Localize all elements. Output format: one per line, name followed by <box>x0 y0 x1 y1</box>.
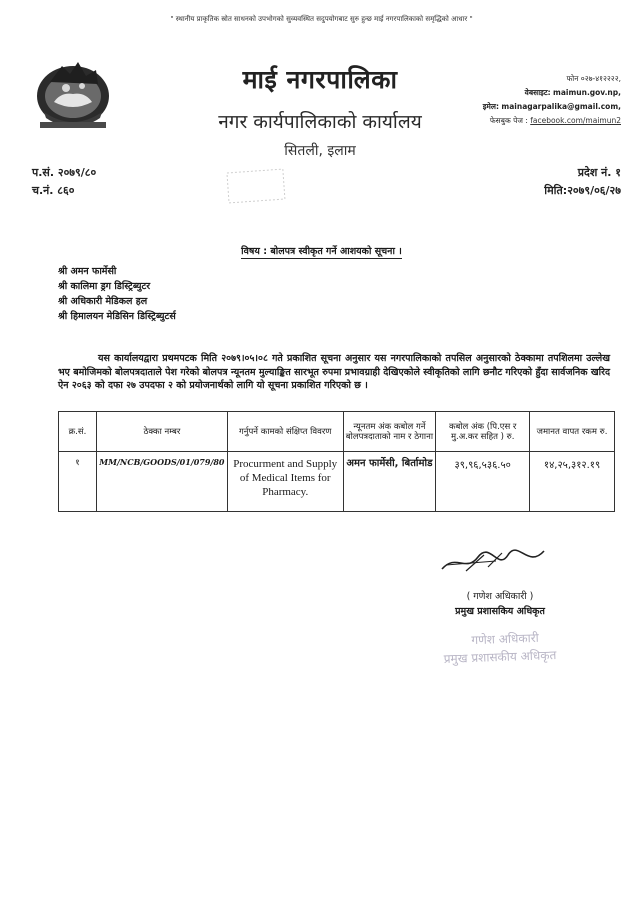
header-description: गर्नुपर्ने कामको संक्षिप्त विवरण <box>227 412 343 452</box>
table-header-row <box>59 412 615 452</box>
contact-phone <box>567 74 621 84</box>
cell-bid-amount: ३९,९६,५३६.५० <box>436 452 530 512</box>
contact-website <box>525 88 621 98</box>
award-table <box>58 411 615 512</box>
signatory-position: प्रमुख प्रशासकिय अधिकृत <box>455 606 545 617</box>
recipient-item: श्री अमन फार्मेसी <box>58 266 117 277</box>
motto: " स्थानीय प्राकृतिक स्रोत साधनको उपभोगको सुव्यवस्थित सदुपयोगबाट सुरु हुन्छ माई नगरपालिकाको समृद्धिको आधार " <box>170 15 473 23</box>
facebook-link[interactable]: facebook.com/maimun2 <box>530 116 621 125</box>
header-sn: क्र.सं. <box>59 412 97 452</box>
table-row <box>59 452 615 512</box>
header-security-amount: जमानत वापत रकम रु. <box>530 412 615 452</box>
contact-email <box>483 102 621 112</box>
email-label: इमेल: <box>482 102 500 111</box>
subject-text: विषय : बोलपत्र स्वीकृत गर्ने आशयको सूचना । <box>241 246 402 257</box>
cell-description: Procurment and Supply of Medical Items for Pharmacy. <box>227 452 343 512</box>
header-bid-amount: कबोल अंक (पि.एस र मु.अ.कर सहित ) रु. <box>436 412 530 452</box>
header-bidder: न्यूनतम अंक कबोल गर्ने बोलपत्रदाताको नाम र ठेगाना <box>343 412 436 452</box>
recipient-list <box>58 264 176 324</box>
province: प्रदेश नं. १ <box>577 166 621 179</box>
phone-label: फोन <box>566 74 579 83</box>
dispatch-number: च.नं. ८६० <box>32 184 75 197</box>
faint-stamp <box>225 165 288 209</box>
recipient-item: श्री अधिकारी मेडिकल हल <box>58 296 148 307</box>
municipality-name: माई नगरपालिका <box>242 65 398 94</box>
seal-stamp-name: गणेश अधिकारी <box>471 630 539 648</box>
website-label: वेबसाइट: <box>524 88 551 97</box>
letter-date: मिति:२०७९/०६/२७ <box>544 184 621 197</box>
phone-value: ०२७-४१२२२२, <box>580 74 621 83</box>
fiscal-year: प.सं. २०७९/८० <box>32 166 97 179</box>
cell-sn: १ <box>59 452 97 512</box>
contact-facebook <box>490 116 621 126</box>
recipient-item: श्री हिमालयन मेडिसिन डिस्ट्रिब्युटर्स <box>58 311 176 322</box>
website-value[interactable]: maimun.gov.np, <box>553 88 621 97</box>
signature-mark <box>436 547 552 577</box>
recipient-item: श्री कालिमा ड्रग डिस्ट्रिब्युटर <box>58 281 151 292</box>
facebook-label: फेसबुक पेज : <box>489 116 528 125</box>
seal-stamp-position: प्रमुख प्रशासकीय अधिकृत <box>443 648 557 666</box>
subject-line <box>0 244 643 257</box>
signatory-name: ( गणेश अधिकारी ) <box>466 591 534 602</box>
cell-security-amount: १४,२५,३१२.१९ <box>530 452 615 512</box>
nepal-emblem-icon <box>30 52 116 134</box>
office-name: नगर कार्यपालिकाको कार्यालय <box>218 111 422 133</box>
office-location: सितली, इलाम <box>284 143 356 159</box>
cell-bidder: अमन फार्मेसी, बिर्तामोड <box>343 452 436 512</box>
email-value[interactable]: mainagarpalika@gmail.com, <box>501 102 621 111</box>
notice-body: यस कार्यालयद्वारा प्रथमपटक मिति २०७९।०५।०८ गते प्रकाशित सूचना अनुसार यस नगरपालिकाको तपसिल अनुसारको ठेक्कामा तपशिलमा उल्लेख भए बमोजिमको बोलपत्रदाताले पेश गरेको बोलपत्र न्यूनतम मुल्याङ्कित सारभूत रुपमा प्रभावग्राही देखिएकोले स्वीकृतिको लागि छनौट गरिएको हुँदा सार्वजनिक खरिद ऐन २०६३ को दफा २७ उपदफा २ को प्रयोजनार्थको लागि यो सूचना प्रकाशित गरिएको छ । <box>58 353 611 391</box>
cell-contract-no: MM/NCB/GOODS/01/079/80 <box>96 452 227 512</box>
header-contract-no: ठेक्का नम्बर <box>96 412 227 452</box>
